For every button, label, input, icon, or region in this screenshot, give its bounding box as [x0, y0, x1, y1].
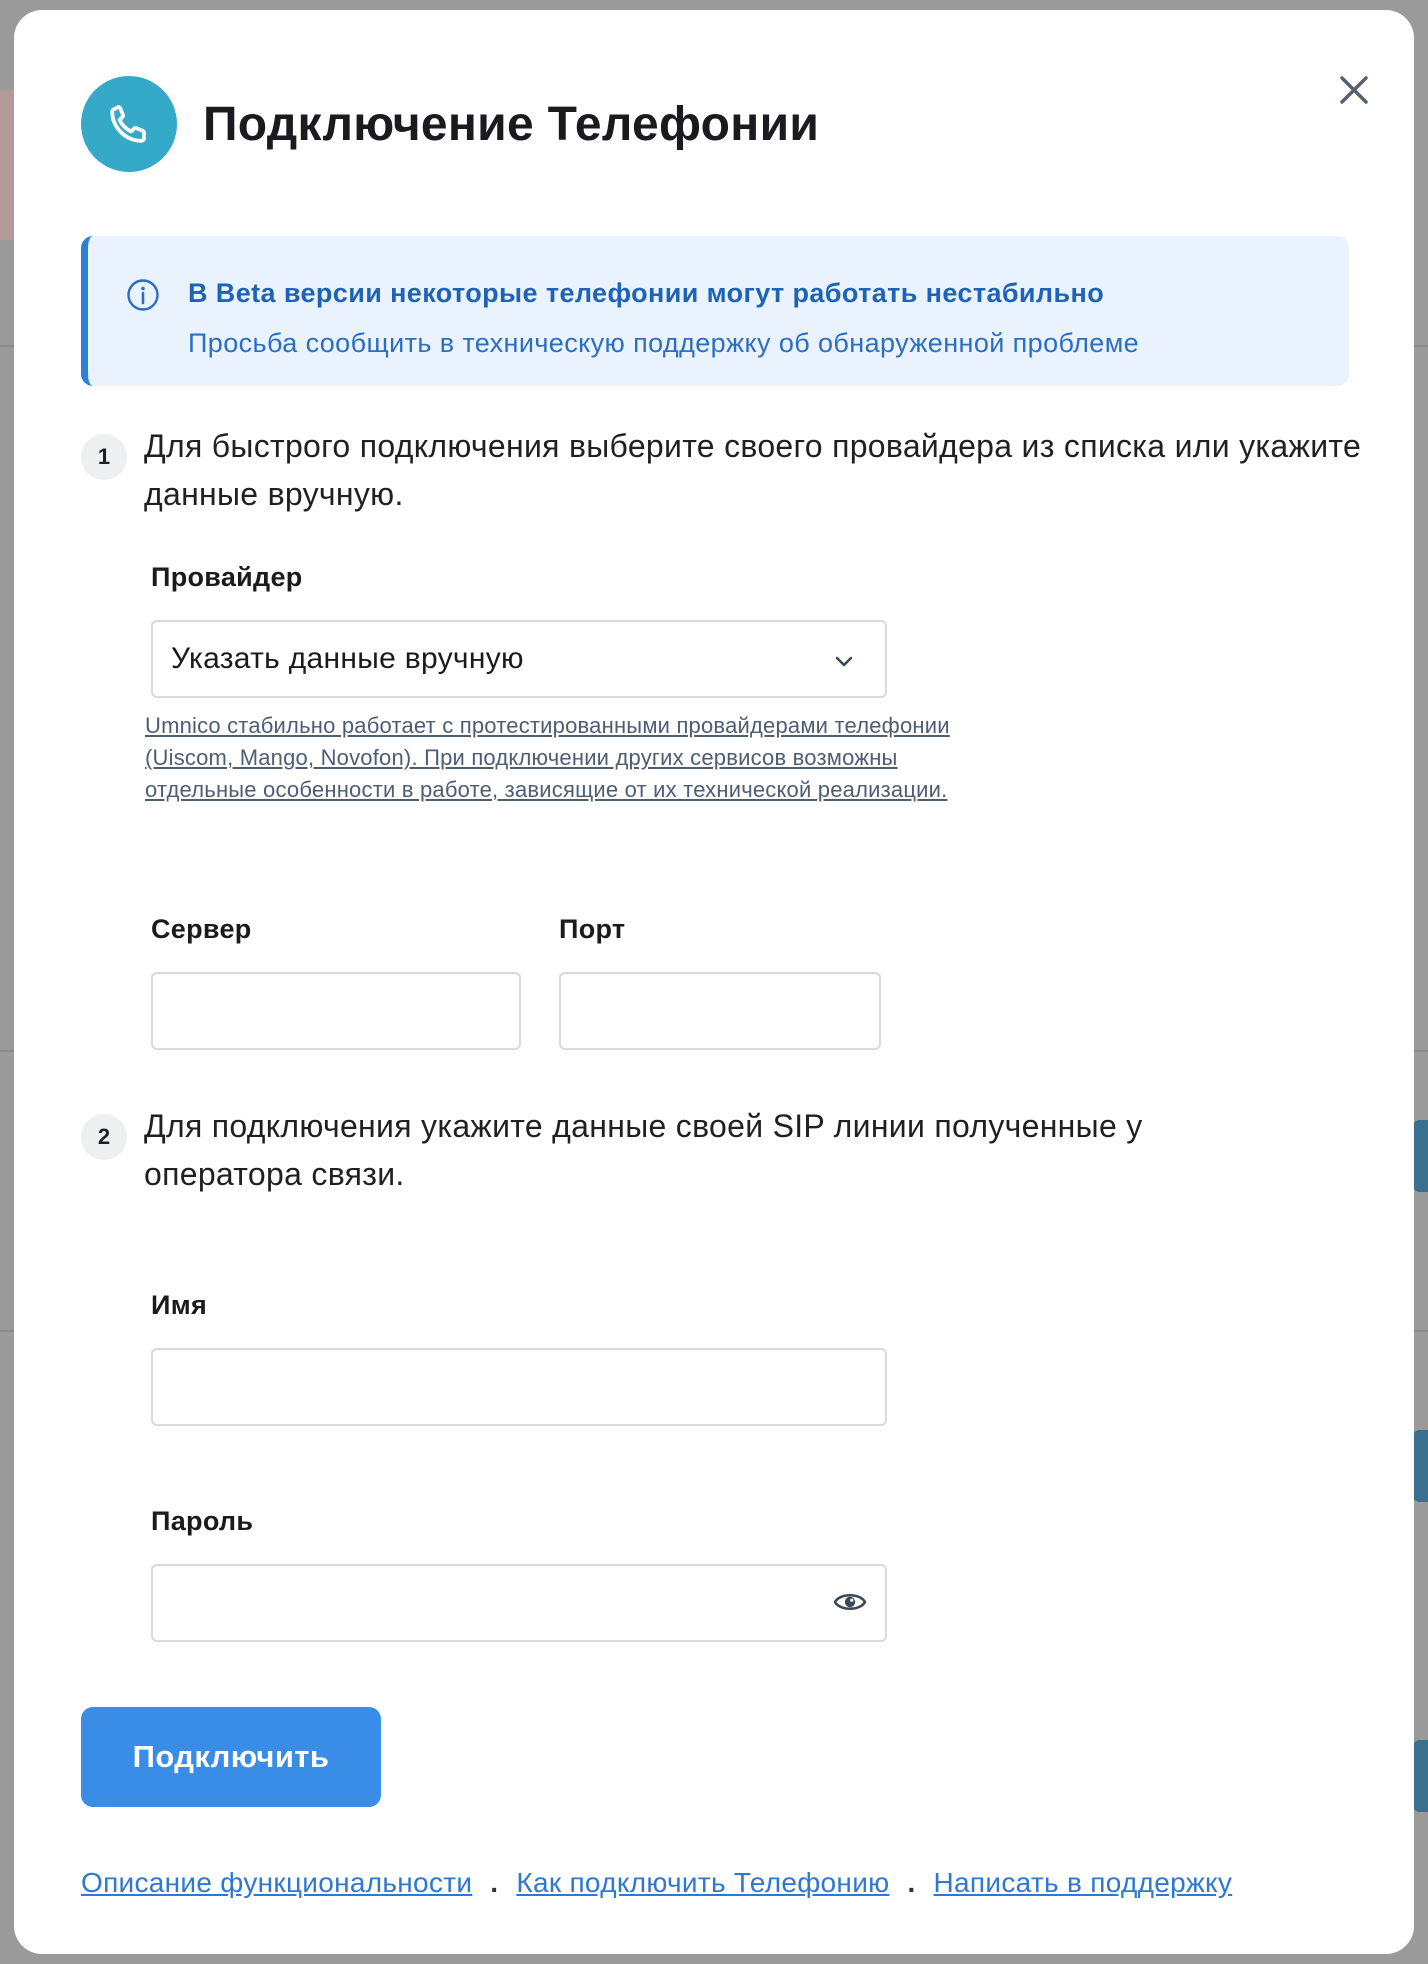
- port-label: Порт: [559, 914, 626, 944]
- server-label: Сервер: [151, 914, 252, 944]
- password-label: Пароль: [151, 1506, 254, 1536]
- chevron-down-icon: [833, 650, 855, 672]
- functionality-description-link[interactable]: Описание функциональности: [81, 1867, 473, 1898]
- password-input[interactable]: [151, 1564, 887, 1642]
- info-icon: [126, 278, 160, 312]
- phone-icon: [105, 100, 153, 148]
- how-to-connect-link[interactable]: Как подключить Телефонию: [516, 1867, 890, 1898]
- step-number-badge: 1: [81, 434, 127, 480]
- password-field: [151, 1564, 887, 1642]
- provider-note-link[interactable]: Umnico стабильно работает с протестированными провайдерами телефонии (Uiscom, Mango, Novofon). При подключении других сервисов возможны отдельные особенности в работе, зависящие от их технической реализации.: [145, 713, 950, 802]
- step-description: Для подключения укажите данные своей SIP линии полученные у оператора связи.: [144, 1108, 1143, 1192]
- step-description: Для быстрого подключения выберите своего провайдера из списка или укажите данные вручную.: [144, 428, 1362, 512]
- modal-header: [81, 76, 819, 172]
- phone-avatar: [81, 76, 177, 172]
- beta-warning-alert: [81, 236, 1349, 386]
- port-input[interactable]: [559, 972, 881, 1050]
- eye-icon[interactable]: [833, 1588, 867, 1616]
- background-icon: [1412, 1430, 1428, 1502]
- name-label: Имя: [151, 1290, 208, 1320]
- contact-support-link[interactable]: Написать в поддержку: [933, 1867, 1233, 1898]
- name-input[interactable]: [151, 1348, 887, 1426]
- connect-button[interactable]: Подключить: [81, 1707, 381, 1807]
- provider-label: Провайдер: [151, 562, 303, 592]
- background-icon: [1412, 1740, 1428, 1812]
- step-number-badge: 2: [81, 1114, 127, 1160]
- provider-selected-value: Указать данные вручную: [171, 642, 524, 675]
- link-separator: .: [907, 1867, 916, 1898]
- modal-title: Подключение Телефонии: [203, 97, 820, 151]
- alert-title: В Beta версии некоторые телефонии могут работать нестабильно: [188, 278, 1105, 308]
- alert-text: Просьба сообщить в техническую поддержку об обнаруженной проблеме: [188, 328, 1140, 358]
- close-icon[interactable]: [1330, 66, 1378, 114]
- provider-select[interactable]: [151, 620, 887, 698]
- telephony-connect-modal: [14, 10, 1414, 1954]
- background-icon: [1412, 1120, 1428, 1192]
- server-input[interactable]: [151, 972, 521, 1050]
- link-separator: .: [490, 1867, 499, 1898]
- footer-links: [81, 1867, 1232, 1899]
